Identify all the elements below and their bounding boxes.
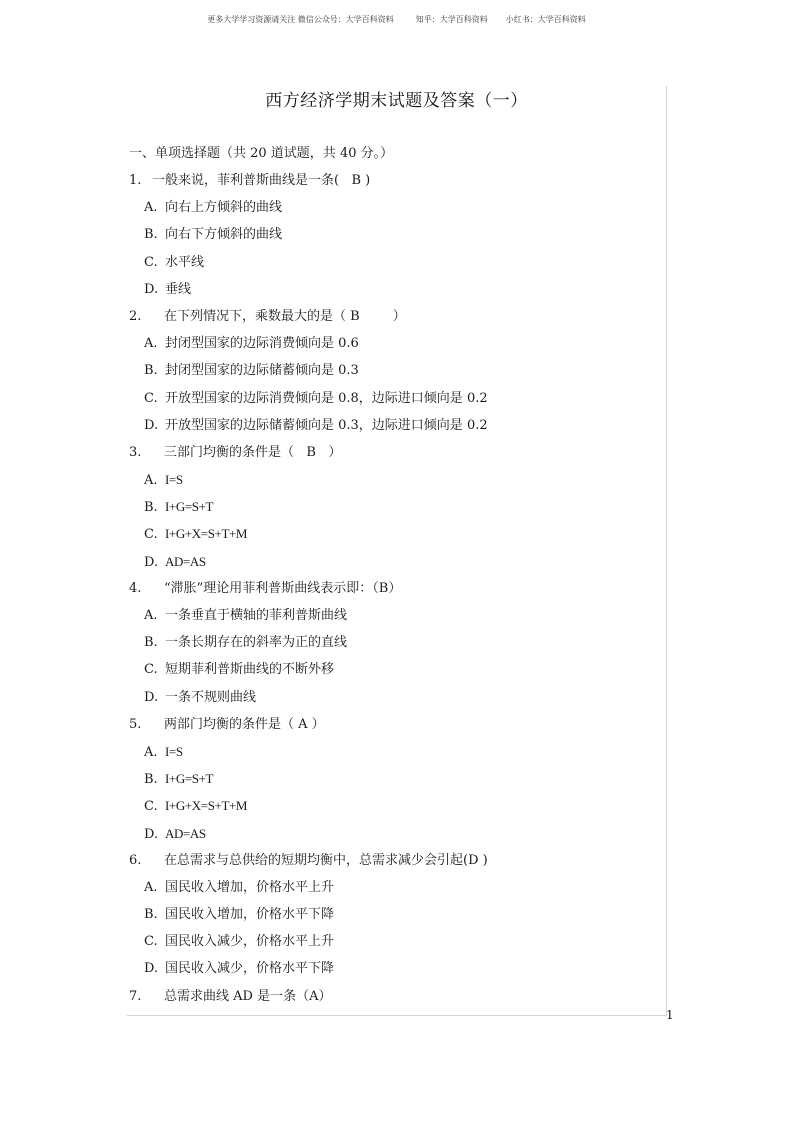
option-line — [129, 416, 649, 443]
question-number: 6. — [129, 852, 142, 868]
exam-content — [129, 144, 649, 1014]
option-letter: C. — [144, 527, 158, 543]
option-letter: C. — [144, 799, 158, 815]
option-line — [129, 606, 649, 633]
page-title: 西方经济学期末试题及答案（一） — [265, 91, 528, 111]
option-text: I+G+X=S+T+M — [165, 526, 248, 542]
option-letter: B. — [144, 635, 158, 651]
option-line — [129, 688, 649, 715]
option-line — [129, 524, 649, 551]
option-text: 开放型国家的边际储蓄倾向是 0.3，边际进口倾向是 0.2 — [165, 417, 488, 433]
option-letter: D. — [144, 826, 159, 842]
option-line — [129, 334, 649, 361]
question-4 — [129, 579, 649, 606]
banner-zhihu-text: 知乎：大学百科资料 — [415, 15, 488, 24]
option-letter: B. — [144, 772, 158, 788]
question-number: 3. — [129, 444, 142, 460]
question-7 — [129, 987, 649, 1014]
option-line — [129, 253, 649, 280]
question-number: 7. — [129, 988, 142, 1004]
option-line — [129, 824, 649, 851]
option-line — [129, 878, 649, 905]
option-letter: A. — [144, 879, 158, 895]
option-letter: B. — [144, 363, 158, 379]
question-text: “滞胀”理论用菲利普斯曲线表示即：（B） — [164, 580, 402, 596]
option-line — [129, 225, 649, 252]
option-text: I=S — [165, 472, 183, 488]
option-text: I+G=S+T — [165, 499, 214, 515]
question-text: 三部门均衡的条件是（ B ） — [164, 444, 342, 460]
option-text: 国民收入增加，价格水平上升 — [165, 879, 335, 895]
banner-follow-text: 更多大学学习资源请关注 微信公众号：大学百科资料 — [207, 15, 394, 24]
option-line — [129, 361, 649, 388]
option-text: 一条不规则曲线 — [165, 689, 257, 705]
option-line — [129, 198, 649, 225]
option-letter: C. — [144, 934, 158, 950]
option-text: AD=AS — [165, 553, 206, 569]
question-text: 在下列情况下，乘数最大的是（ B ） — [164, 308, 406, 324]
option-letter: A. — [144, 473, 158, 489]
option-letter: A. — [144, 608, 158, 623]
question-text: 两部门均衡的条件是（ A ） — [164, 716, 325, 732]
option-text: 垂线 — [165, 281, 192, 297]
option-text: 向右下方倾斜的曲线 — [165, 227, 283, 243]
option-letter: D. — [144, 417, 159, 433]
option-text: 封闭型国家的边际消费倾向是 0.6 — [165, 336, 359, 352]
question-1 — [129, 171, 649, 198]
right-margin-rule — [666, 86, 667, 1016]
option-text: 国民收入增加，价格水平下降 — [165, 907, 335, 923]
option-line — [129, 769, 649, 796]
option-text: AD=AS — [165, 825, 206, 841]
option-letter: D. — [144, 961, 159, 977]
option-line — [129, 497, 649, 524]
option-line — [129, 796, 649, 823]
option-text: 国民收入减少，价格水平下降 — [165, 961, 335, 977]
option-line — [129, 633, 649, 660]
option-text: 一条垂直于横轴的菲利普斯曲线 — [165, 608, 348, 623]
option-text: 国民收入减少，价格水平上升 — [165, 934, 335, 950]
footer-rule — [127, 1015, 667, 1016]
option-letter: B. — [144, 907, 158, 923]
question-6 — [129, 851, 649, 878]
option-letter: B. — [144, 227, 158, 243]
option-line — [129, 280, 649, 307]
top-banner — [0, 14, 793, 25]
option-text: 水平线 — [165, 254, 205, 270]
question-text: 一般来说，菲利普斯曲线是一条( B ) — [152, 173, 371, 188]
option-letter: D. — [144, 281, 159, 297]
option-line — [129, 552, 649, 579]
option-line — [129, 470, 649, 497]
option-text: I+G=S+T — [165, 771, 214, 787]
option-text: 向右上方倾斜的曲线 — [165, 200, 283, 216]
option-text: 一条长期存在的斜率为正的直线 — [165, 635, 348, 651]
section-heading: 一、单项选择题（共 20 道试题，共 40 分。） — [129, 146, 394, 161]
question-5 — [129, 715, 649, 742]
question-text: 在总需求与总供给的短期均衡中，总需求减少会引起(D ) — [164, 852, 488, 868]
option-letter: C. — [144, 662, 158, 678]
option-letter: A. — [144, 200, 158, 216]
banner-xiaohongshu-text: 小红书：大学百科资料 — [505, 15, 586, 24]
question-3 — [129, 443, 649, 470]
option-letter: D. — [144, 689, 159, 705]
question-number: 5. — [129, 716, 142, 732]
option-text: 开放型国家的边际消费倾向是 0.8，边际进口倾向是 0.2 — [165, 390, 488, 406]
page-number: 1 — [666, 1008, 674, 1022]
option-line — [129, 905, 649, 932]
question-number: 4. — [129, 580, 142, 596]
option-line — [129, 959, 649, 986]
option-letter: B. — [144, 500, 158, 516]
option-letter: C. — [144, 254, 158, 270]
option-text: 封闭型国家的边际储蓄倾向是 0.3 — [165, 363, 359, 379]
option-line — [129, 742, 649, 769]
option-letter: D. — [144, 554, 159, 570]
option-line — [129, 932, 649, 959]
question-2 — [129, 307, 649, 334]
option-text: I+G+X=S+T+M — [165, 798, 248, 814]
option-text: 短期菲利普斯曲线的不断外移 — [165, 662, 335, 678]
question-number: 2. — [129, 308, 142, 324]
option-letter: C. — [144, 390, 158, 406]
option-line — [129, 389, 649, 416]
option-line — [129, 660, 649, 687]
option-letter: A. — [144, 744, 158, 760]
option-letter: A. — [144, 336, 158, 352]
question-text: 总需求曲线 AD 是一条（A） — [164, 988, 332, 1004]
question-number: 1. — [129, 173, 142, 188]
option-text: I=S — [165, 743, 183, 759]
